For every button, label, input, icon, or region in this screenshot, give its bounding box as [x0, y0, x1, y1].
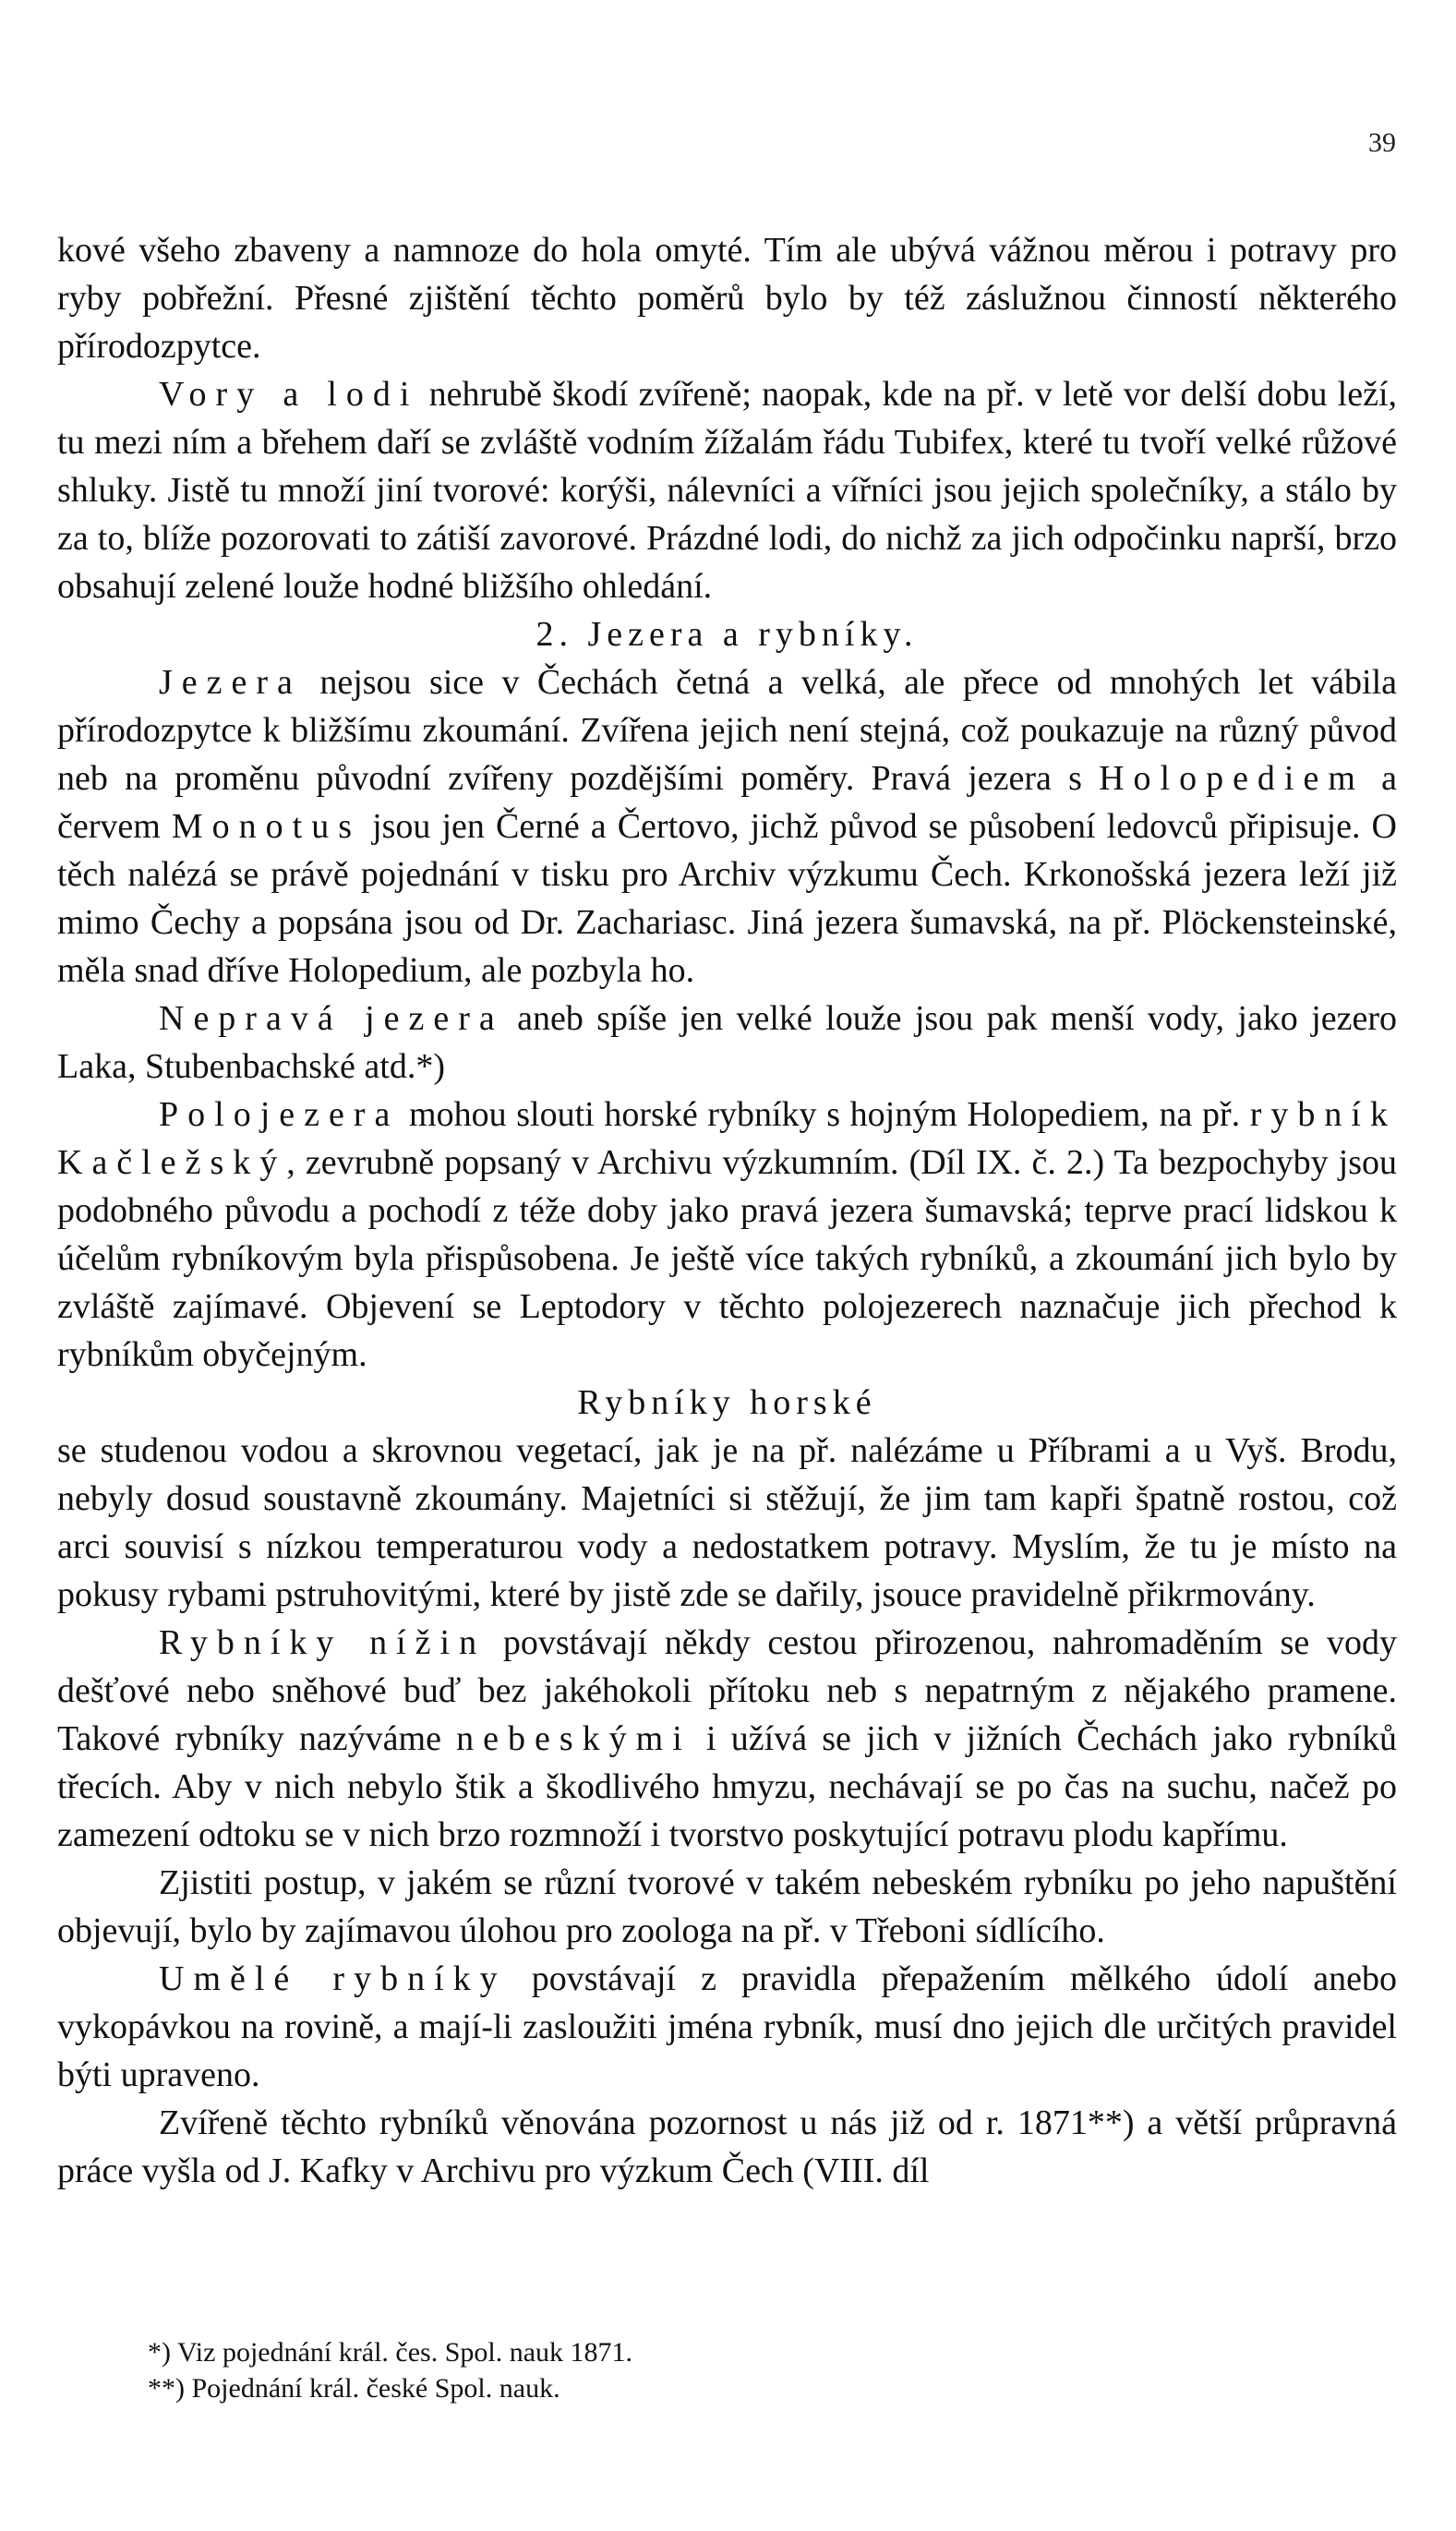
term-kaclezsky: rybník Kačležský — [57, 1095, 1397, 1182]
paragraph-polojezera — [57, 1091, 1397, 1379]
lead-term: Polojezera — [159, 1095, 400, 1134]
term-monotus: Monotus — [171, 807, 362, 846]
paragraph-text: nehrubě škodí zvířeně; naopak, kde na př. v letě vor delší dobu leží, tu mezi ním a břehem daří se zvláště vodním žížalám řádu Tubifex, které tu tvoří velké růžové shluky. Jistě tu množí jiní tvorové: korýši, nálevníci a vířníci jsou jejich společníky, a stálo by za to, blíže pozorovati to zátiší zavorové. Prázdné lodi, do nichž za jich odpočinku naprší, brzo obsahují zelené louže hodné bližšího ohledání. — [57, 375, 1397, 606]
footnote: **) Pojednání král. české Spol. nauk. — [148, 2373, 560, 2404]
section-heading: 2. Jezera a rybníky. — [535, 615, 919, 654]
paragraph-text: mohou slouti horské rybníky s hojným Holopediem, na př. — [399, 1095, 1250, 1134]
paragraph-text: nejsou sice v Čechách četná a velká, ale přece od mnohých let vábila přírodozpytce k bližšímu zkoumání. Zvířena jejich není stejná, což poukazuje na různý původ neb na proměnu původní zvířeny pozdějšími poměry. Pravá jezera s — [57, 663, 1397, 798]
paragraph-vory — [57, 370, 1397, 610]
paragraph-jezera — [57, 658, 1397, 994]
paragraph-rybniky-nizin — [57, 1619, 1397, 1859]
body-text — [57, 226, 1397, 2195]
lead-term: Umělé rybníky — [159, 1959, 507, 1998]
paragraph-text: a červem — [57, 759, 1397, 846]
footnote: *) Viz pojednání král. čes. Spol. nauk 1871. — [148, 2337, 633, 2368]
paragraph-text: i užívá se jich v jižních Čechách jako rybníků třecích. Aby v nich nebylo štik a škodlivého hmyzu, nechávají se po čas na suchu, načež po zamezení odtoku se v nich brzo rozmnoží i tvorstvo poskytující potravu plodu kapřímu. — [57, 1719, 1397, 1854]
paragraph-text: jsou jen Černé a Čertovo, jichž původ se působení ledovců připisuje. O těch nalézá se právě pojednání v tisku pro Archiv výzkumu Čech. Krkonošská jezera leží již mimo Čechy a popsána jsou od Dr. Zachariasc. Jiná jezera šumavská, na př. Plöckensteinské, měla snad dříve Holopedium, ale pozbyla ho. — [57, 807, 1397, 990]
paragraph-text: aneb spíše jen velké louže jsou pak menší vody, jako jezero Laka, Stubenbachské atd.*) — [57, 999, 1398, 1086]
paragraph-zvirene: Zvířeně těchto rybníků věnována pozornost u nás již od r. 1871**) a větší průpravná práce vyšla od J. Kafky v Archivu pro výzkum Čech (VIII. díl — [57, 2103, 1397, 2190]
paragraph-neprava-jezera — [57, 994, 1397, 1091]
term-holopedium: Holopediem — [1099, 759, 1365, 798]
lead-term: Jezera — [159, 663, 302, 702]
page-number: 39 — [1368, 127, 1396, 158]
paragraph-text: , zevrubně popsaný v Archivu výzkumním. (Díl IX. č. 2.) Ta bezpochyby jsou podobného původu a pochodí z téže doby jako pravá jezera šumavská; teprve prací lidskou k účelům rybníkovým byla přispůsobena. Je ještě více takých rybníků, a zkoumání jich bylo by zvláště zajímavé. Objevení se Leptodory v těchto polojezerech naznačuje jich přechod k rybníkům obyčejným. — [57, 1143, 1397, 1374]
paragraph-rybniky-horske: se studenou vodou a skrovnou vegetací, jak je na př. nalézáme u Příbrami a u Vyš. Brodu, nebyly dosud soustavně zkoumány. Majetníci si stěžují, že jim tam kapři špatně rostou, což arci souvisí s nízkou temperaturou vody a nedostatkem potravy. Myslím, že tu je místo na pokusy rybami pstruhovitými, které by jistě zde se dařily, jsouce pravidelně přikrmovány. — [57, 1431, 1397, 1614]
lead-term: Nepravá jezera — [159, 999, 504, 1038]
lead-term: Rybníky nížin — [159, 1623, 487, 1662]
paragraph-text: povstávají někdy cestou přirozenou, nahromaděním se vody dešťové nebo sněhové buď bez jakéhokoli přítoku neb s nepatrným z nějakého pramene. Takové rybníky nazýváme — [57, 1623, 1397, 1758]
paragraph-text: povstávají z pravidla přepažením mělkého údolí anebo vykopávkou na rovině, a mají-li zasloužiti jména rybník, musí dno jejich dle určitých pravidel býti upraveno. — [57, 1959, 1397, 2094]
paragraph-zjistiti: Zjistiti postup, v jakém se různí tvorové v takém nebeském rybníku po jeho napuštění objevují, bylo by zajímavou úlohou pro zoologa na př. v Třeboni sídlícího. — [57, 1863, 1397, 1950]
lead-term: Vory a lodi — [159, 375, 419, 414]
term-nebeskymi: nebeskými — [456, 1719, 692, 1758]
footnotes — [148, 2334, 1348, 2406]
subsection-heading: Rybníky horské — [577, 1383, 877, 1422]
paragraph-umele-rybniky — [57, 1955, 1397, 2099]
paragraph-1: kové všeho zbaveny a namnoze do hola omyté. Tím ale ubývá vážnou měrou i potravy pro ryby pobřežní. Přesné zjištění těchto poměrů bylo by též záslužnou činností některého přírodozpytce. — [57, 231, 1397, 366]
